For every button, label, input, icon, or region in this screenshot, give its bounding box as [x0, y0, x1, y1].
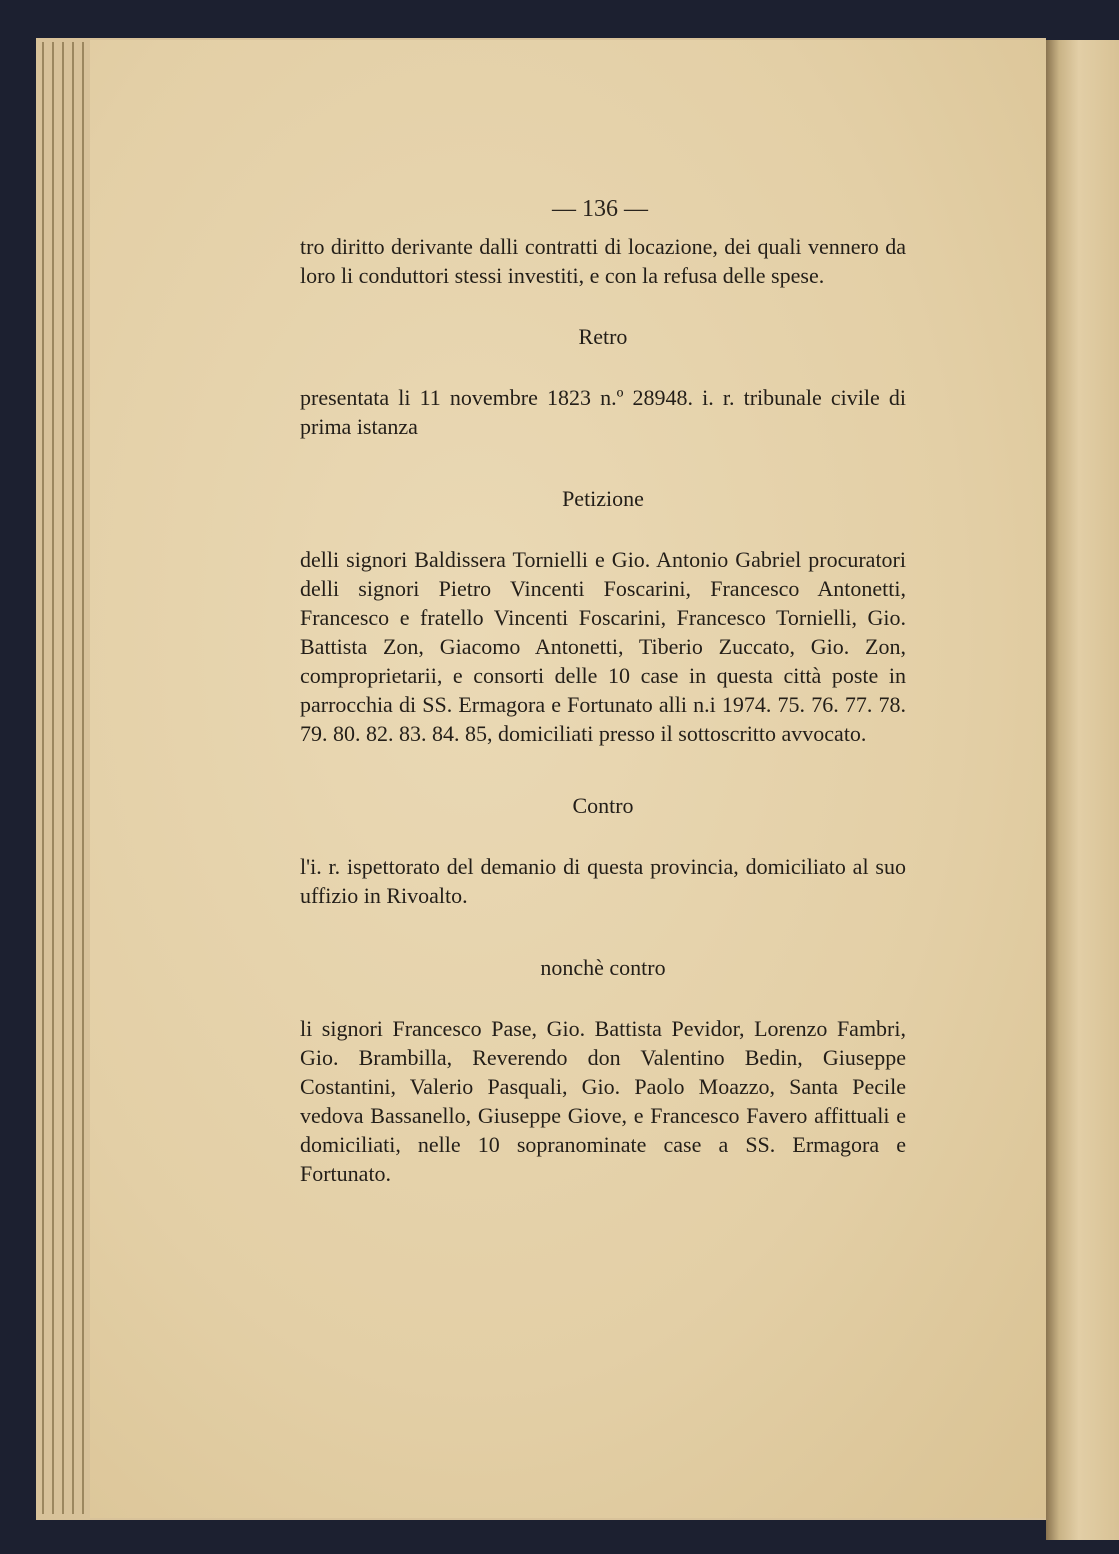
- book-gutter: [1046, 40, 1119, 1540]
- page-edge-line: [42, 42, 44, 1514]
- page-edge-line: [62, 42, 64, 1514]
- page-edge-line: [72, 42, 74, 1514]
- page-text: [300, 232, 906, 1188]
- paragraph-ispettorato: l'i. r. ispettorato del demanio di questa provincia, domiciliato al suo uffizio in Rivoalto.: [300, 854, 906, 908]
- paragraph-respondents: li signori Francesco Pase, Gio. Battista Pevidor, Lorenzo Fambri, Gio. Brambilla, Reverendo don Valentino Bedin, Giuseppe Costantini, Valerio Pasquali, Gio. Paolo Moazzo, Santa Pecile vedova Bassanello, Giuseppe Giove, e Francesco Favero affittuali e domiciliati, nelle 10 sopranominate case a SS. Ermagora e Fortunato.: [300, 1016, 906, 1186]
- heading-nonche-contro: nonchè contro: [540, 955, 666, 980]
- page-number: — 136 —: [552, 196, 648, 222]
- paragraph-continuation: tro diritto derivante dalli contratti di locazione, dei quali vennero da loro li conduttori stessi investiti, e con la refusa delle spese.: [300, 234, 906, 288]
- heading-retro: Retro: [578, 324, 628, 349]
- heading-petizione: Petizione: [562, 486, 644, 511]
- page-edge-line: [82, 42, 84, 1514]
- paragraph-petitioners: delli signori Baldissera Tornielli e Gio. Antonio Gabriel procuratori delli signori Pietro Vincenti Foscarini, Francesco Antonetti, Francesco e fratello Vincenti Foscarini, Francesco Tornielli, Gio. Battista Zon, Giacomo Antonetti, Tiberio Zuccato, Gio. Zon, comproprietarii, e consorti delle 10 case in questa città poste in parrocchia di SS. Ermagora e Fortunato alli n.i 1974. 75. 76. 77. 78. 79. 80. 82. 83. 84. 85, domiciliati presso il sottoscritto avvocato.: [300, 547, 906, 746]
- page-edge-line: [52, 42, 54, 1514]
- paragraph-presentata: presentata li 11 novembre 1823 n.º 28948. i. r. tribunale civile di prima istanza: [300, 385, 906, 439]
- heading-contro: Contro: [572, 793, 634, 818]
